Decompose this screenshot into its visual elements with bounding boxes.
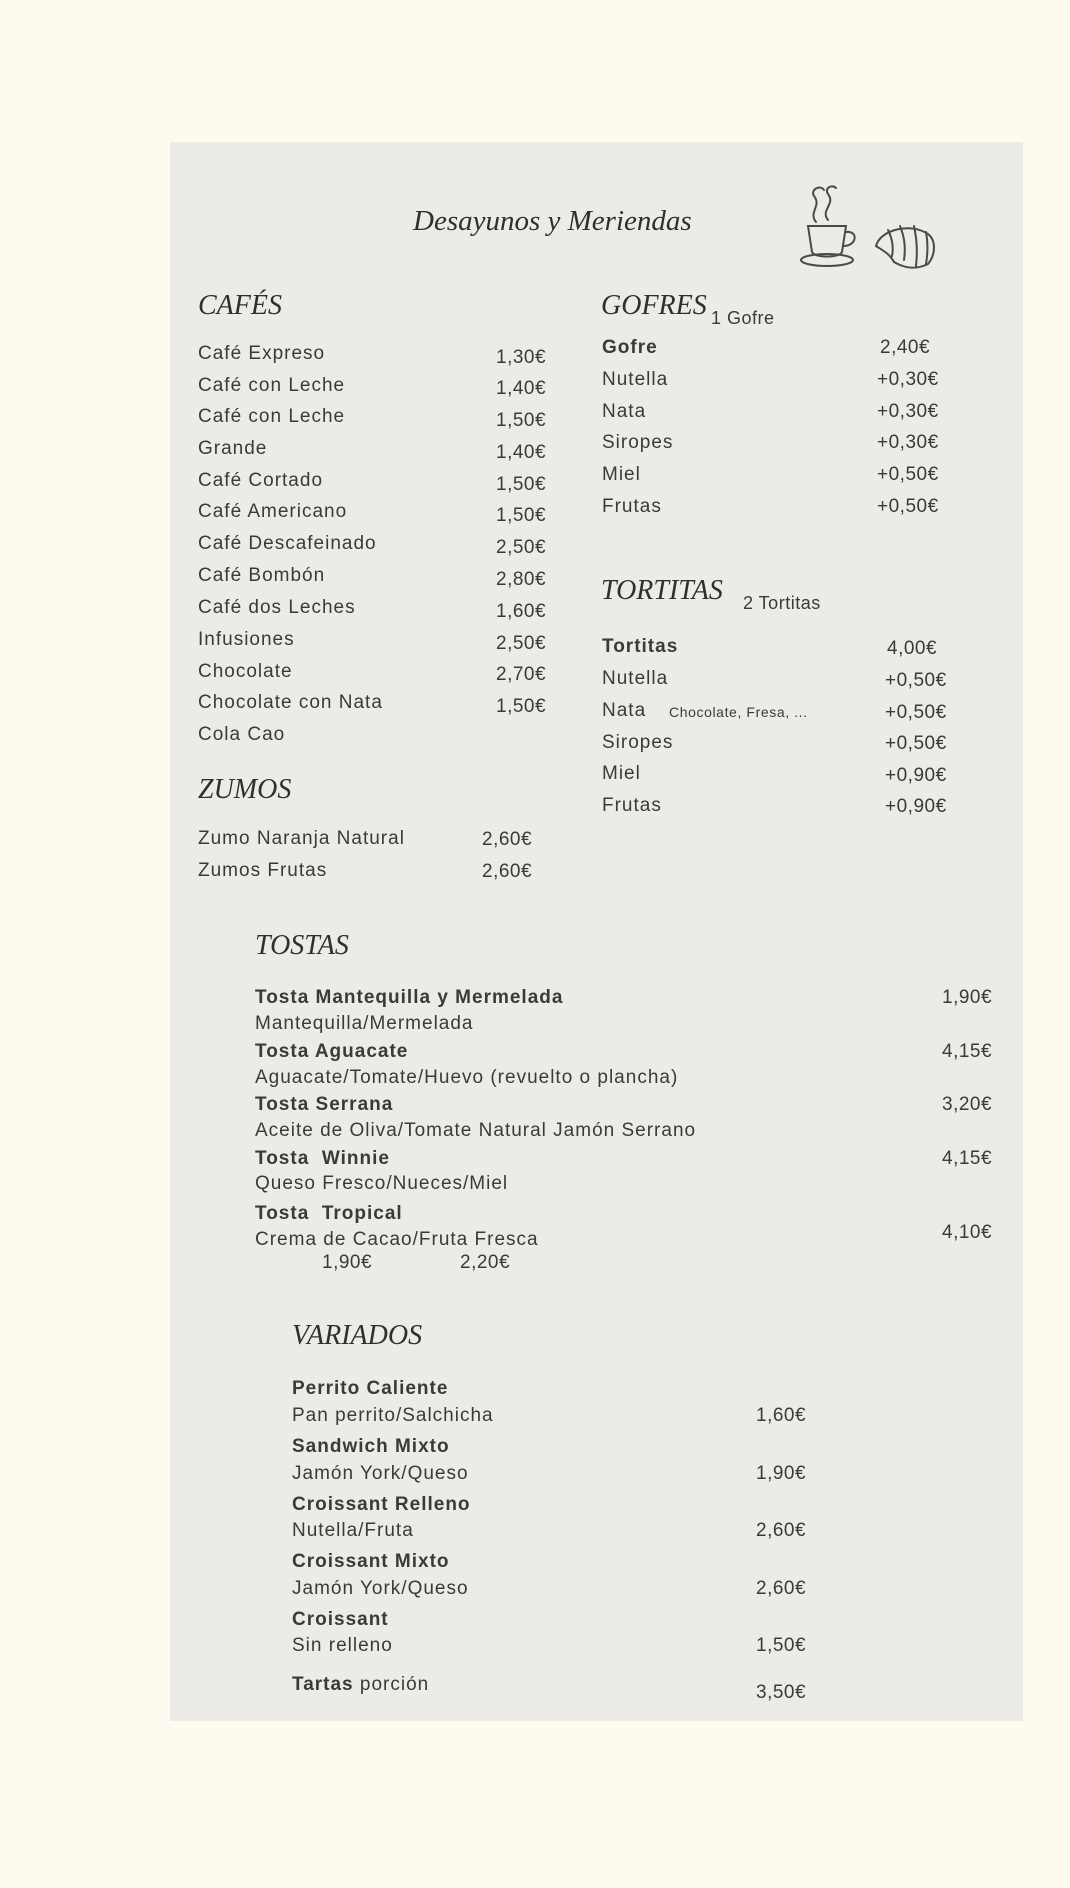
tostas-item-price: 3,20€ (942, 1094, 993, 1115)
cafes-item-name: Café Bombón (198, 565, 326, 586)
tostas-item-desc: Crema de Cacao/Fruta Fresca (255, 1229, 539, 1250)
cafes-item-name: Café Americano (198, 501, 348, 522)
cafes-item-name: Café dos Leches (198, 597, 356, 618)
gofres-item-name: Siropes (602, 432, 674, 453)
tortitas-item-name: Nutella (602, 668, 669, 689)
cafes-item-name: Café Descafeinado (198, 533, 377, 554)
cafes-item-name: Chocolate con Nata (198, 692, 383, 713)
tostas-item-price: 4,10€ (942, 1222, 993, 1243)
cafes-item-price: 1,50€ (496, 474, 547, 495)
gofres-item-name: Miel (602, 464, 641, 485)
section-title-variados: VARIADOS (292, 1320, 423, 1351)
tartas-suffix: porción (353, 1674, 430, 1695)
gofres-item-price: 2,40€ (880, 337, 931, 358)
tostas-item-name: Tosta Aguacate (255, 1041, 409, 1062)
cafes-item-name: Chocolate (198, 661, 293, 682)
variados-item-price: 2,60€ (756, 1520, 807, 1541)
gofres-item-name: Frutas (602, 496, 662, 517)
section-title-cafes: CAFÉS (198, 290, 282, 321)
variados-item-name: Croissant (292, 1609, 389, 1630)
section-title-tortitas: TORTITAS (601, 575, 723, 606)
cafes-item-name: Cola Cao (198, 724, 286, 745)
tortitas-subtitle: 2 Tortitas (743, 593, 821, 613)
zumos-item-price: 2,60€ (482, 829, 533, 850)
tartas-price: 3,50€ (756, 1682, 807, 1703)
tostas-item-desc: Mantequilla/Mermelada (255, 1013, 474, 1034)
variados-item-name: Sandwich Mixto (292, 1436, 450, 1457)
tortitas-item-price: +0,90€ (885, 796, 947, 817)
variados-item-desc: Pan perrito/Salchicha (292, 1405, 494, 1426)
gofres-item-price: +0,50€ (877, 496, 939, 517)
tostas-item-desc: Aguacate/Tomate/Huevo (revuelto o plancha) (255, 1067, 679, 1088)
tostas-item-price: 4,15€ (942, 1041, 993, 1062)
tostas-item-name: Tosta Serrana (255, 1094, 394, 1115)
tostas-item-desc: Aceite de Oliva/Tomate Natural Jamón Serrano (255, 1120, 697, 1141)
cafes-item-price: 1,40€ (496, 442, 547, 463)
variados-item-desc: Jamón York/Queso (292, 1578, 469, 1599)
tortitas-item-name: Miel (602, 763, 641, 784)
gofres-item-price: +0,30€ (877, 369, 939, 390)
cafes-item-price: 2,50€ (496, 537, 547, 558)
cafes-item-price: 1,50€ (496, 505, 547, 526)
cafes-item-name: Café con Leche (198, 375, 346, 396)
tortitas-item-price: +0,50€ (885, 670, 947, 691)
cafes-item-price: 1,40€ (496, 378, 547, 399)
variados-item-price: 1,60€ (756, 1405, 807, 1426)
cafes-item-name: Café Expreso (198, 343, 326, 364)
variados-item-desc: Sin relleno (292, 1635, 393, 1656)
section-title-gofres: GOFRES (601, 290, 707, 321)
section-title-tostas: TOSTAS (255, 930, 349, 961)
tostas-item-price: 4,15€ (942, 1148, 993, 1169)
section-title-zumos: ZUMOS (198, 774, 292, 805)
tortitas-item-name: Siropes (602, 732, 674, 753)
tostas-item-price: 1,90€ (942, 987, 993, 1008)
cafes-item-price: 1,60€ (496, 601, 547, 622)
tostas-item-name: Tosta Mantequilla y Mermelada (255, 987, 564, 1008)
tortitas-nata-note: Chocolate, Fresa, ... (669, 704, 808, 720)
variados-item-desc: Jamón York/Queso (292, 1463, 469, 1484)
tostas-extra-price: 1,90€ (322, 1252, 373, 1273)
zumos-item-name: Zumo Naranja Natural (198, 828, 405, 849)
tortitas-item-name: Frutas (602, 795, 662, 816)
cafes-item-name: Café Cortado (198, 470, 324, 491)
coffee-cup-icon (798, 182, 868, 268)
tostas-item-name: Tosta Winnie (255, 1148, 390, 1169)
gofres-item-name: Gofre (602, 337, 658, 358)
tortitas-item-price: +0,90€ (885, 765, 947, 786)
tortitas-item-name: Nata (602, 700, 647, 721)
tostas-extra-price: 2,20€ (460, 1252, 511, 1273)
variados-item-price: 1,90€ (756, 1463, 807, 1484)
tortitas-item-price: +0,50€ (885, 733, 947, 754)
cafes-item-name: Café con Leche (198, 406, 346, 427)
tostas-item-desc: Queso Fresco/Nueces/Miel (255, 1173, 509, 1194)
cafes-item-name: Grande (198, 438, 268, 459)
tartas-line (292, 1674, 429, 1696)
zumos-item-price: 2,60€ (482, 861, 533, 882)
variados-item-name: Croissant Relleno (292, 1494, 471, 1515)
gofres-item-price: +0,30€ (877, 401, 939, 422)
zumos-item-name: Zumos Frutas (198, 860, 328, 881)
gofres-item-name: Nata (602, 401, 647, 422)
cafes-item-price: 1,30€ (496, 347, 547, 368)
croissant-icon (870, 220, 940, 272)
tortitas-item-price: +0,50€ (885, 702, 947, 723)
tostas-item-name: Tosta Tropical (255, 1203, 403, 1224)
gofres-item-price: +0,50€ (877, 464, 939, 485)
gofres-item-name: Nutella (602, 369, 669, 390)
variados-item-price: 2,60€ (756, 1578, 807, 1599)
tortitas-item-price: 4,00€ (887, 638, 938, 659)
variados-item-price: 1,50€ (756, 1635, 807, 1656)
tortitas-item-name: Tortitas (602, 636, 679, 657)
gofres-subtitle: 1 Gofre (711, 308, 775, 328)
variados-item-name: Croissant Mixto (292, 1551, 450, 1572)
cafes-item-name: Infusiones (198, 629, 295, 650)
cafes-item-price: 1,50€ (496, 696, 547, 717)
cafes-item-price: 2,50€ (496, 633, 547, 654)
menu-title: Desayunos y Meriendas (413, 205, 692, 237)
variados-item-desc: Nutella/Fruta (292, 1520, 414, 1541)
gofres-item-price: +0,30€ (877, 432, 939, 453)
cafes-item-price: 1,50€ (496, 410, 547, 431)
variados-item-name: Perrito Caliente (292, 1378, 449, 1399)
cafes-item-price: 2,80€ (496, 569, 547, 590)
tartas-name: Tartas (292, 1674, 354, 1695)
cafes-item-price: 2,70€ (496, 664, 547, 685)
